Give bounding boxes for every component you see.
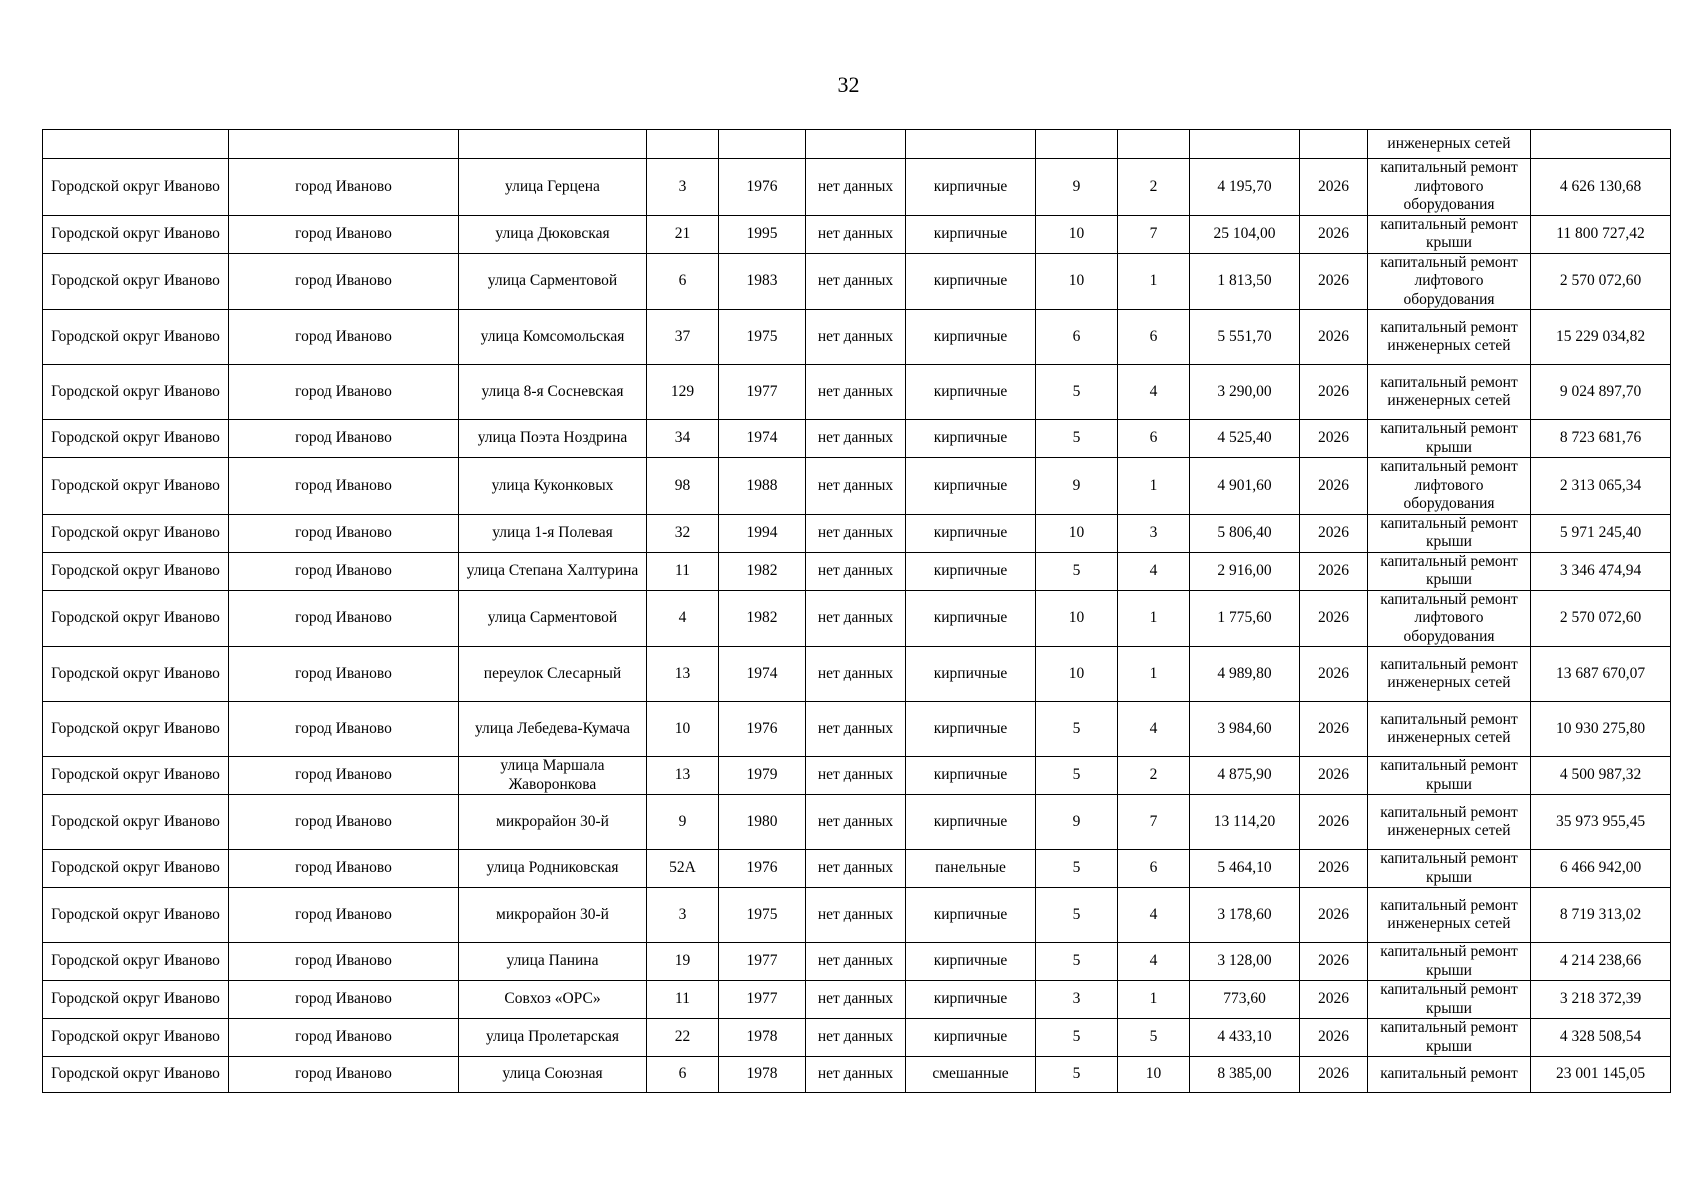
cell-entrances: 4 <box>1118 943 1190 981</box>
cell-plan-year: 2026 <box>1300 514 1368 552</box>
cell-walls: кирпичные <box>906 514 1036 552</box>
cell-municipality <box>43 130 229 159</box>
cell-house: 11 <box>647 981 719 1019</box>
cell-walls: смешанные <box>906 1057 1036 1093</box>
cell-plan-year: 2026 <box>1300 850 1368 888</box>
cell-municipality: Городской округ Иваново <box>43 757 229 795</box>
table-row <box>43 1057 1671 1093</box>
cell-house: 19 <box>647 943 719 981</box>
cell-entrances: 5 <box>1118 1019 1190 1057</box>
cell-plan-year: 2026 <box>1300 647 1368 702</box>
cell-street: улица Куконковых <box>459 458 647 515</box>
cell-year: 1977 <box>719 365 806 420</box>
cell-street: улица Дюковская <box>459 215 647 253</box>
cell-walls: кирпичные <box>906 795 1036 850</box>
cell-year: 1982 <box>719 590 806 647</box>
cell-entrances: 7 <box>1118 215 1190 253</box>
cell-work-type: капитальный ремонт крыши <box>1368 215 1531 253</box>
cell-cost: 4 214 238,66 <box>1531 943 1671 981</box>
cell-street: Совхоз «ОРС» <box>459 981 647 1019</box>
cell-walls: кирпичные <box>906 647 1036 702</box>
cell-house: 34 <box>647 420 719 458</box>
cell-street: улица Лебедева-Кумача <box>459 702 647 757</box>
cell-walls: кирпичные <box>906 757 1036 795</box>
cell-work-type: капитальный ремонт инженерных сетей <box>1368 310 1531 365</box>
table-row <box>43 795 1671 850</box>
cell-entrances: 2 <box>1118 159 1190 216</box>
cell-entrances: 6 <box>1118 420 1190 458</box>
cell-year: 1977 <box>719 981 806 1019</box>
cell-last-repair: нет данных <box>806 159 906 216</box>
cell-locality: город Иваново <box>229 253 459 310</box>
cell-walls: кирпичные <box>906 702 1036 757</box>
cell-house: 9 <box>647 795 719 850</box>
cell-floors: 5 <box>1036 943 1118 981</box>
cell-area: 5 806,40 <box>1190 514 1300 552</box>
cell-entrances: 1 <box>1118 590 1190 647</box>
cell-locality: город Иваново <box>229 795 459 850</box>
cell-area: 4 901,60 <box>1190 458 1300 515</box>
cell-cost: 4 626 130,68 <box>1531 159 1671 216</box>
cell-work-type: капитальный ремонт инженерных сетей <box>1368 365 1531 420</box>
cell-year: 1980 <box>719 795 806 850</box>
cell-last-repair: нет данных <box>806 215 906 253</box>
table-row <box>43 159 1671 216</box>
cell-walls: кирпичные <box>906 159 1036 216</box>
cell-street: улица Поэта Ноздрина <box>459 420 647 458</box>
cell-municipality: Городской округ Иваново <box>43 1057 229 1093</box>
cell-street: улица Пролетарская <box>459 1019 647 1057</box>
cell-plan-year: 2026 <box>1300 420 1368 458</box>
cell-work-type: инженерных сетей <box>1368 130 1531 159</box>
cell-last-repair: нет данных <box>806 943 906 981</box>
table-row <box>43 253 1671 310</box>
cell-municipality: Городской округ Иваново <box>43 1019 229 1057</box>
cell-municipality: Городской округ Иваново <box>43 253 229 310</box>
cell-floors: 10 <box>1036 215 1118 253</box>
cell-last-repair <box>806 130 906 159</box>
cell-cost: 10 930 275,80 <box>1531 702 1671 757</box>
cell-area: 3 178,60 <box>1190 888 1300 943</box>
cell-house: 21 <box>647 215 719 253</box>
cell-plan-year: 2026 <box>1300 552 1368 590</box>
cell-street: улица Союзная <box>459 1057 647 1093</box>
cell-plan-year: 2026 <box>1300 159 1368 216</box>
repair-program-table <box>42 129 1671 1093</box>
cell-entrances: 10 <box>1118 1057 1190 1093</box>
cell-floors: 9 <box>1036 159 1118 216</box>
cell-area <box>1190 130 1300 159</box>
cell-entrances: 1 <box>1118 253 1190 310</box>
cell-plan-year: 2026 <box>1300 590 1368 647</box>
cell-cost: 3 346 474,94 <box>1531 552 1671 590</box>
cell-house: 10 <box>647 702 719 757</box>
cell-last-repair: нет данных <box>806 981 906 1019</box>
cell-year: 1995 <box>719 215 806 253</box>
cell-year: 1974 <box>719 647 806 702</box>
cell-last-repair: нет данных <box>806 1019 906 1057</box>
cell-last-repair: нет данных <box>806 850 906 888</box>
cell-entrances: 4 <box>1118 552 1190 590</box>
cell-area: 4 989,80 <box>1190 647 1300 702</box>
cell-floors <box>1036 130 1118 159</box>
cell-entrances: 7 <box>1118 795 1190 850</box>
table-row <box>43 1019 1671 1057</box>
cell-municipality: Городской округ Иваново <box>43 888 229 943</box>
cell-plan-year: 2026 <box>1300 310 1368 365</box>
cell-municipality: Городской округ Иваново <box>43 647 229 702</box>
cell-last-repair: нет данных <box>806 253 906 310</box>
cell-cost: 2 570 072,60 <box>1531 590 1671 647</box>
table-row <box>43 215 1671 253</box>
cell-floors: 10 <box>1036 514 1118 552</box>
cell-year: 1979 <box>719 757 806 795</box>
cell-area: 5 464,10 <box>1190 850 1300 888</box>
cell-year: 1978 <box>719 1057 806 1093</box>
cell-last-repair: нет данных <box>806 888 906 943</box>
cell-entrances: 6 <box>1118 850 1190 888</box>
cell-cost: 8 723 681,76 <box>1531 420 1671 458</box>
cell-locality: город Иваново <box>229 215 459 253</box>
table-row <box>43 981 1671 1019</box>
cell-locality: город Иваново <box>229 1019 459 1057</box>
cell-plan-year: 2026 <box>1300 215 1368 253</box>
cell-entrances: 1 <box>1118 647 1190 702</box>
cell-work-type: капитальный ремонт крыши <box>1368 757 1531 795</box>
cell-plan-year <box>1300 130 1368 159</box>
cell-last-repair: нет данных <box>806 514 906 552</box>
cell-last-repair: нет данных <box>806 365 906 420</box>
cell-house: 52А <box>647 850 719 888</box>
cell-municipality: Городской округ Иваново <box>43 981 229 1019</box>
cell-last-repair: нет данных <box>806 1057 906 1093</box>
cell-plan-year: 2026 <box>1300 981 1368 1019</box>
cell-plan-year: 2026 <box>1300 458 1368 515</box>
cell-cost: 3 218 372,39 <box>1531 981 1671 1019</box>
cell-cost <box>1531 130 1671 159</box>
cell-year: 1975 <box>719 310 806 365</box>
cell-municipality: Городской округ Иваново <box>43 552 229 590</box>
cell-last-repair: нет данных <box>806 702 906 757</box>
cell-house: 6 <box>647 253 719 310</box>
cell-work-type: капитальный ремонт крыши <box>1368 850 1531 888</box>
cell-entrances: 4 <box>1118 365 1190 420</box>
cell-cost: 4 500 987,32 <box>1531 757 1671 795</box>
cell-walls: кирпичные <box>906 365 1036 420</box>
cell-work-type: капитальный ремонт инженерных сетей <box>1368 888 1531 943</box>
cell-street: улица Сарментовой <box>459 590 647 647</box>
cell-locality: город Иваново <box>229 943 459 981</box>
cell-locality: город Иваново <box>229 647 459 702</box>
cell-work-type: капитальный ремонт крыши <box>1368 420 1531 458</box>
continuation-row <box>43 130 1671 159</box>
cell-floors: 5 <box>1036 552 1118 590</box>
cell-cost: 35 973 955,45 <box>1531 795 1671 850</box>
cell-work-type: капитальный ремонт крыши <box>1368 552 1531 590</box>
table-row <box>43 888 1671 943</box>
cell-municipality: Городской округ Иваново <box>43 310 229 365</box>
cell-walls: кирпичные <box>906 981 1036 1019</box>
cell-plan-year: 2026 <box>1300 702 1368 757</box>
cell-work-type: капитальный ремонт лифтового оборудования <box>1368 590 1531 647</box>
table-row <box>43 590 1671 647</box>
cell-plan-year: 2026 <box>1300 795 1368 850</box>
cell-municipality: Городской округ Иваново <box>43 943 229 981</box>
cell-locality: город Иваново <box>229 552 459 590</box>
cell-entrances: 1 <box>1118 981 1190 1019</box>
cell-street <box>459 130 647 159</box>
cell-last-repair: нет данных <box>806 647 906 702</box>
cell-locality: город Иваново <box>229 590 459 647</box>
cell-municipality: Городской округ Иваново <box>43 159 229 216</box>
cell-locality: город Иваново <box>229 981 459 1019</box>
cell-work-type: капитальный ремонт инженерных сетей <box>1368 702 1531 757</box>
cell-area: 2 916,00 <box>1190 552 1300 590</box>
cell-walls: панельные <box>906 850 1036 888</box>
cell-walls <box>906 130 1036 159</box>
cell-locality: город Иваново <box>229 1057 459 1093</box>
cell-work-type: капитальный ремонт крыши <box>1368 981 1531 1019</box>
cell-plan-year: 2026 <box>1300 365 1368 420</box>
cell-municipality: Городской округ Иваново <box>43 850 229 888</box>
cell-house <box>647 130 719 159</box>
cell-locality: город Иваново <box>229 850 459 888</box>
cell-last-repair: нет данных <box>806 458 906 515</box>
cell-municipality: Городской округ Иваново <box>43 420 229 458</box>
cell-floors: 5 <box>1036 850 1118 888</box>
cell-walls: кирпичные <box>906 253 1036 310</box>
cell-house: 13 <box>647 647 719 702</box>
cell-walls: кирпичные <box>906 420 1036 458</box>
cell-locality: город Иваново <box>229 365 459 420</box>
cell-work-type: капитальный ремонт лифтового оборудования <box>1368 159 1531 216</box>
cell-entrances: 6 <box>1118 310 1190 365</box>
cell-entrances: 1 <box>1118 458 1190 515</box>
cell-house: 129 <box>647 365 719 420</box>
cell-floors: 5 <box>1036 1057 1118 1093</box>
table-row <box>43 702 1671 757</box>
cell-cost: 2 313 065,34 <box>1531 458 1671 515</box>
cell-floors: 9 <box>1036 458 1118 515</box>
cell-floors: 10 <box>1036 590 1118 647</box>
cell-work-type: капитальный ремонт инженерных сетей <box>1368 647 1531 702</box>
cell-walls: кирпичные <box>906 888 1036 943</box>
cell-plan-year: 2026 <box>1300 253 1368 310</box>
cell-house: 6 <box>647 1057 719 1093</box>
cell-house: 13 <box>647 757 719 795</box>
page-number: 32 <box>837 72 860 97</box>
table-row <box>43 365 1671 420</box>
table-row <box>43 420 1671 458</box>
cell-floors: 9 <box>1036 795 1118 850</box>
cell-municipality: Городской округ Иваново <box>43 702 229 757</box>
cell-street: микрорайон 30-й <box>459 888 647 943</box>
cell-locality: город Иваново <box>229 420 459 458</box>
cell-cost: 8 719 313,02 <box>1531 888 1671 943</box>
cell-area: 773,60 <box>1190 981 1300 1019</box>
cell-cost: 9 024 897,70 <box>1531 365 1671 420</box>
cell-year: 1988 <box>719 458 806 515</box>
table-row <box>43 552 1671 590</box>
cell-year: 1983 <box>719 253 806 310</box>
cell-cost: 4 328 508,54 <box>1531 1019 1671 1057</box>
cell-work-type: капитальный ремонт лифтового оборудования <box>1368 253 1531 310</box>
cell-street: улица Родниковская <box>459 850 647 888</box>
cell-walls: кирпичные <box>906 1019 1036 1057</box>
cell-cost: 5 971 245,40 <box>1531 514 1671 552</box>
cell-last-repair: нет данных <box>806 310 906 365</box>
cell-area: 4 195,70 <box>1190 159 1300 216</box>
cell-street: улица Панина <box>459 943 647 981</box>
cell-street: улица 1-я Полевая <box>459 514 647 552</box>
cell-floors: 10 <box>1036 253 1118 310</box>
cell-house: 98 <box>647 458 719 515</box>
cell-year: 1976 <box>719 850 806 888</box>
cell-area: 8 385,00 <box>1190 1057 1300 1093</box>
cell-area: 3 984,60 <box>1190 702 1300 757</box>
cell-area: 1 813,50 <box>1190 253 1300 310</box>
cell-locality: город Иваново <box>229 458 459 515</box>
cell-street: улица Степана Халтурина <box>459 552 647 590</box>
table-row <box>43 943 1671 981</box>
cell-work-type: капитальный ремонт крыши <box>1368 514 1531 552</box>
cell-street: переулок Слесарный <box>459 647 647 702</box>
cell-house: 37 <box>647 310 719 365</box>
cell-cost: 23 001 145,05 <box>1531 1057 1671 1093</box>
cell-street: улица Сарментовой <box>459 253 647 310</box>
cell-year: 1977 <box>719 943 806 981</box>
cell-house: 22 <box>647 1019 719 1057</box>
cell-walls: кирпичные <box>906 552 1036 590</box>
cell-floors: 5 <box>1036 420 1118 458</box>
cell-work-type: капитальный ремонт крыши <box>1368 943 1531 981</box>
table-row <box>43 458 1671 515</box>
cell-municipality: Городской округ Иваново <box>43 795 229 850</box>
cell-house: 4 <box>647 590 719 647</box>
cell-floors: 5 <box>1036 702 1118 757</box>
cell-cost: 6 466 942,00 <box>1531 850 1671 888</box>
cell-area: 13 114,20 <box>1190 795 1300 850</box>
cell-last-repair: нет данных <box>806 552 906 590</box>
cell-street: улица Комсомольская <box>459 310 647 365</box>
cell-area: 4 433,10 <box>1190 1019 1300 1057</box>
cell-locality: город Иваново <box>229 310 459 365</box>
cell-area: 5 551,70 <box>1190 310 1300 365</box>
cell-year: 1976 <box>719 159 806 216</box>
cell-street: микрорайон 30-й <box>459 795 647 850</box>
cell-municipality: Городской округ Иваново <box>43 215 229 253</box>
cell-locality: город Иваново <box>229 514 459 552</box>
cell-house: 11 <box>647 552 719 590</box>
cell-locality: город Иваново <box>229 888 459 943</box>
cell-last-repair: нет данных <box>806 420 906 458</box>
cell-locality: город Иваново <box>229 702 459 757</box>
cell-year: 1978 <box>719 1019 806 1057</box>
cell-municipality: Городской округ Иваново <box>43 514 229 552</box>
cell-plan-year: 2026 <box>1300 1019 1368 1057</box>
cell-walls: кирпичные <box>906 590 1036 647</box>
cell-work-type: капитальный ремонт крыши <box>1368 1019 1531 1057</box>
cell-floors: 10 <box>1036 647 1118 702</box>
cell-walls: кирпичные <box>906 943 1036 981</box>
cell-floors: 5 <box>1036 888 1118 943</box>
table-row <box>43 514 1671 552</box>
cell-last-repair: нет данных <box>806 795 906 850</box>
cell-area: 3 128,00 <box>1190 943 1300 981</box>
cell-year: 1982 <box>719 552 806 590</box>
cell-work-type: капитальный ремонт <box>1368 1057 1531 1093</box>
cell-area: 4 875,90 <box>1190 757 1300 795</box>
cell-entrances: 3 <box>1118 514 1190 552</box>
cell-locality: город Иваново <box>229 757 459 795</box>
table-row <box>43 757 1671 795</box>
cell-entrances: 4 <box>1118 888 1190 943</box>
cell-street: улица Герцена <box>459 159 647 216</box>
cell-area: 1 775,60 <box>1190 590 1300 647</box>
cell-floors: 5 <box>1036 365 1118 420</box>
cell-locality <box>229 130 459 159</box>
cell-house: 3 <box>647 888 719 943</box>
cell-municipality: Городской округ Иваново <box>43 458 229 515</box>
cell-work-type: капитальный ремонт лифтового оборудования <box>1368 458 1531 515</box>
cell-plan-year: 2026 <box>1300 943 1368 981</box>
cell-municipality: Городской округ Иваново <box>43 365 229 420</box>
cell-cost: 11 800 727,42 <box>1531 215 1671 253</box>
cell-last-repair: нет данных <box>806 590 906 647</box>
cell-entrances <box>1118 130 1190 159</box>
cell-area: 4 525,40 <box>1190 420 1300 458</box>
cell-house: 3 <box>647 159 719 216</box>
cell-plan-year: 2026 <box>1300 757 1368 795</box>
cell-year: 1975 <box>719 888 806 943</box>
cell-year: 1976 <box>719 702 806 757</box>
cell-floors: 6 <box>1036 310 1118 365</box>
cell-floors: 3 <box>1036 981 1118 1019</box>
table-row <box>43 310 1671 365</box>
cell-plan-year: 2026 <box>1300 1057 1368 1093</box>
cell-work-type: капитальный ремонт инженерных сетей <box>1368 795 1531 850</box>
cell-year: 1994 <box>719 514 806 552</box>
cell-municipality: Городской округ Иваново <box>43 590 229 647</box>
cell-cost: 13 687 670,07 <box>1531 647 1671 702</box>
cell-locality: город Иваново <box>229 159 459 216</box>
cell-area: 3 290,00 <box>1190 365 1300 420</box>
cell-walls: кирпичные <box>906 310 1036 365</box>
cell-entrances: 4 <box>1118 702 1190 757</box>
cell-area: 25 104,00 <box>1190 215 1300 253</box>
table-row <box>43 850 1671 888</box>
cell-year <box>719 130 806 159</box>
cell-cost: 2 570 072,60 <box>1531 253 1671 310</box>
cell-year: 1974 <box>719 420 806 458</box>
table-row <box>43 647 1671 702</box>
cell-last-repair: нет данных <box>806 757 906 795</box>
cell-walls: кирпичные <box>906 215 1036 253</box>
cell-cost: 15 229 034,82 <box>1531 310 1671 365</box>
table-body <box>43 130 1671 1093</box>
cell-street: улица Маршала Жаворонкова <box>459 757 647 795</box>
cell-floors: 5 <box>1036 1019 1118 1057</box>
cell-street: улица 8-я Сосневская <box>459 365 647 420</box>
cell-floors: 5 <box>1036 757 1118 795</box>
cell-entrances: 2 <box>1118 757 1190 795</box>
cell-walls: кирпичные <box>906 458 1036 515</box>
cell-house: 32 <box>647 514 719 552</box>
cell-plan-year: 2026 <box>1300 888 1368 943</box>
